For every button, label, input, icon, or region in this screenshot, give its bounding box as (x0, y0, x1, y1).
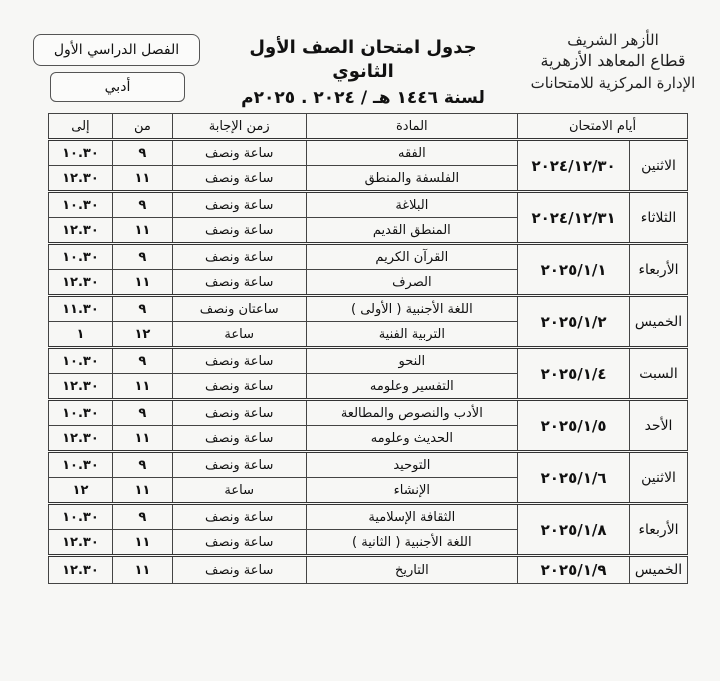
from-cell: ١١ (112, 478, 172, 504)
duration-cell: ساعة ونصف (172, 166, 306, 192)
subject-cell: اللغة الأجنبية ( الثانية ) (306, 530, 518, 556)
schedule-body (49, 140, 688, 584)
header-from: من (112, 114, 172, 140)
subject-cell: القرآن الكريم (306, 244, 518, 270)
duration-cell: ساعتان ونصف (172, 296, 306, 322)
date-cell: ٢٠٢٥/١/٤ (518, 348, 630, 400)
from-cell: ٩ (112, 244, 172, 270)
page-title: جدول امتحان الصف الأول الثانوي (249, 37, 477, 82)
from-cell: ١١ (112, 218, 172, 244)
subject-cell: المنطق القديم (306, 218, 518, 244)
duration-cell: ساعة ونصف (172, 374, 306, 400)
table-row (49, 452, 688, 478)
table-row (49, 244, 688, 270)
from-cell: ١٢ (112, 322, 172, 348)
to-cell: ١٠.٣٠ (49, 400, 113, 426)
to-cell: ١٢.٣٠ (49, 374, 113, 400)
date-cell: ٢٠٢٥/١/٦ (518, 452, 630, 504)
table-row (49, 400, 688, 426)
table-row (49, 348, 688, 374)
duration-cell: ساعة ونصف (172, 556, 306, 584)
table-header-row (49, 114, 688, 140)
from-cell: ١١ (112, 530, 172, 556)
duration-cell: ساعة ونصف (172, 218, 306, 244)
semester-label: الفصل الدراسي الأول (33, 34, 200, 66)
from-cell: ٩ (112, 348, 172, 374)
table-row (49, 192, 688, 218)
to-cell: ١٠.٣٠ (49, 452, 113, 478)
exam-schedule-table (48, 113, 688, 584)
subject-cell: الإنشاء (306, 478, 518, 504)
table-row (49, 556, 688, 584)
from-cell: ٩ (112, 504, 172, 530)
date-cell: ٢٠٢٥/١/٨ (518, 504, 630, 556)
duration-cell: ساعة ونصف (172, 400, 306, 426)
day-cell: الأربعاء (630, 244, 688, 296)
subject-cell: الأدب والنصوص والمطالعة (306, 400, 518, 426)
date-cell: ٢٠٢٥/١/١ (518, 244, 630, 296)
exam-schedule-page (8, 6, 708, 681)
subject-cell: النحو (306, 348, 518, 374)
duration-cell: ساعة ونصف (172, 348, 306, 374)
to-cell: ١١.٣٠ (49, 296, 113, 322)
duration-cell: ساعة ونصف (172, 192, 306, 218)
from-cell: ٩ (112, 192, 172, 218)
from-cell: ١١ (112, 166, 172, 192)
to-cell: ١٢.٣٠ (49, 530, 113, 556)
header-duration: زمن الإجابة (172, 114, 306, 140)
duration-cell: ساعة ونصف (172, 244, 306, 270)
from-cell: ٩ (112, 296, 172, 322)
duration-cell: ساعة ونصف (172, 530, 306, 556)
subject-cell: التفسير وعلومه (306, 374, 518, 400)
subject-cell: التوحيد (306, 452, 518, 478)
to-cell: ١٢.٣٠ (49, 270, 113, 296)
to-cell: ١٢.٣٠ (49, 426, 113, 452)
from-cell: ١١ (112, 374, 172, 400)
date-cell: ٢٠٢٤/١٢/٣٠ (518, 140, 630, 192)
duration-cell: ساعة ونصف (172, 270, 306, 296)
duration-cell: ساعة (172, 322, 306, 348)
table-row (49, 296, 688, 322)
to-cell: ١٢.٣٠ (49, 556, 113, 584)
subject-cell: الفلسفة والمنطق (306, 166, 518, 192)
logo-line-admin: الإدارة المركزية للامتحانات (530, 74, 696, 92)
to-cell: ١٢ (49, 478, 113, 504)
to-cell: ١٠.٣٠ (49, 192, 113, 218)
duration-cell: ساعة ونصف (172, 504, 306, 530)
header-days: أيام الامتحان (518, 114, 688, 140)
day-cell: الخميس (630, 556, 688, 584)
to-cell: ١٠.٣٠ (49, 348, 113, 374)
day-cell: الثلاثاء (630, 192, 688, 244)
institution-logo (518, 30, 708, 110)
from-cell: ٩ (112, 140, 172, 166)
duration-cell: ساعة (172, 478, 306, 504)
date-cell: ٢٠٢٥/١/٩ (518, 556, 630, 584)
logo-line-sector: قطاع المعاهد الأزهرية (540, 51, 686, 70)
subject-cell: التربية الفنية (306, 322, 518, 348)
branch-label: أدبي (50, 72, 185, 102)
subject-cell: الصرف (306, 270, 518, 296)
to-cell: ١٠.٣٠ (49, 244, 113, 270)
subject-cell: التاريخ (306, 556, 518, 584)
to-cell: ١ (49, 322, 113, 348)
day-cell: الأربعاء (630, 504, 688, 556)
date-cell: ٢٠٢٥/١/٢ (518, 296, 630, 348)
subject-cell: اللغة الأجنبية ( الأولى ) (306, 296, 518, 322)
from-cell: ١١ (112, 556, 172, 584)
subject-cell: الثقافة الإسلامية (306, 504, 518, 530)
from-cell: ٩ (112, 400, 172, 426)
from-cell: ١١ (112, 426, 172, 452)
duration-cell: ساعة ونصف (172, 426, 306, 452)
day-cell: الاثنين (630, 140, 688, 192)
day-cell: السبت (630, 348, 688, 400)
to-cell: ١٠.٣٠ (49, 140, 113, 166)
subject-cell: الفقه (306, 140, 518, 166)
academic-year: لسنة ١٤٤٦ هـ / ٢٠٢٤ . ٢٠٢٥م (241, 88, 485, 108)
header-subject: المادة (306, 114, 518, 140)
day-cell: الخميس (630, 296, 688, 348)
date-cell: ٢٠٢٥/١/٥ (518, 400, 630, 452)
from-cell: ٩ (112, 452, 172, 478)
to-cell: ١٢.٣٠ (49, 218, 113, 244)
duration-cell: ساعة ونصف (172, 452, 306, 478)
day-cell: الاثنين (630, 452, 688, 504)
date-cell: ٢٠٢٤/١٢/٣١ (518, 192, 630, 244)
logo-line-azhar: الأزهر الشريف (567, 31, 659, 49)
subject-cell: البلاغة (306, 192, 518, 218)
from-cell: ١١ (112, 270, 172, 296)
day-cell: الأحد (630, 400, 688, 452)
subject-cell: الحديث وعلومه (306, 426, 518, 452)
to-cell: ١٠.٣٠ (49, 504, 113, 530)
to-cell: ١٢.٣٠ (49, 166, 113, 192)
table-row (49, 140, 688, 166)
table-row (49, 504, 688, 530)
header-to: إلى (49, 114, 113, 140)
duration-cell: ساعة ونصف (172, 140, 306, 166)
title-block (223, 36, 503, 110)
